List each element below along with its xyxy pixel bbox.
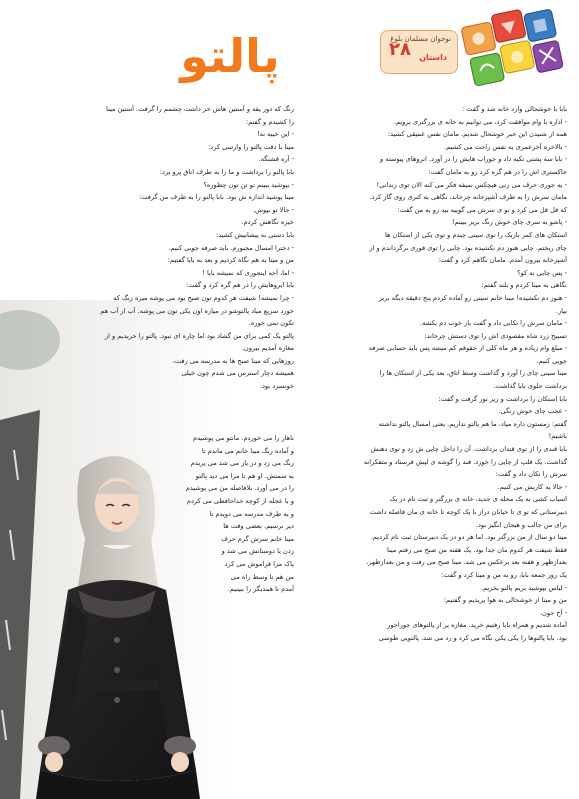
paragraph-line: بابا قندی را از توی قندان برداشت. آن را داخل چایی ش زد و توی دهنش (370, 445, 567, 454)
paragraph-line: برای من جالب و هیجان انگیز بود. (475, 520, 567, 529)
series-label: نوجوان مسلمان بلوغ (390, 35, 451, 43)
paragraph-line: - مبلغ وام زیاده و هر ماه کلی از حقوقم کم میشه پس باید حسابی صرفه (368, 344, 567, 353)
paragraph-line: من هم تا وسط راه می (230, 572, 294, 581)
paragraph-line: - بابا سه پشتی تکیه داد و جوراب هایش را در آورد. انروهای پیوسته و (380, 155, 567, 164)
paragraph-line: مینا خانم سرش گرم حرف (221, 534, 294, 543)
paragraph-line: زدن با دوستانش می شد و (221, 547, 294, 556)
paragraph-line: و به طرف مدرسه می دویدم تا (209, 509, 294, 518)
paragraph-line: پالتو یک کمی برای من گشاد بود اما چاره ای نبود. پالتو را خریدیم و از (104, 331, 294, 340)
paragraph-line: را کشیدم و گفتم: (245, 117, 294, 126)
story-title: پالتو (180, 29, 280, 83)
paragraph-line: - دخترا امسال مجبورم. باید صرفه جویی کنیم. (168, 243, 294, 252)
paragraph-line: - مامان سرش را تکانی داد و گفت باز خوب دم بکشه. (420, 319, 567, 328)
left-text-column-top (70, 103, 294, 393)
paragraph-line: اسباب کشی به یک محله ی جدید، خانه ی بزرگتر و ثبت نام در یک (389, 495, 567, 504)
paragraph-line: بود. بابا پالتوها را یکی یکی نگاه می کرد و رد می شد. پالتویی طوسی (378, 633, 567, 642)
paragraph-line: - آخ جون. (539, 608, 567, 617)
paragraph-line: مغازه آمدیم بیرون. (241, 344, 294, 353)
section-badge (380, 30, 458, 74)
paragraph-line: مینا دو سال از من بزرگتر بود. اما هر دو در یک دبیرستان ثبت نام کردیم. (370, 533, 567, 542)
paragraph-line: پاک مرا فراموش می کرد (224, 559, 294, 568)
issue-number: ۲۸ (389, 39, 411, 60)
paragraph-line: یک روز جمعه بابا، رو به من و مینا کرد و گفت: (441, 570, 567, 579)
paragraph-line: - حالا یه کاریش می کنیم. (497, 482, 567, 491)
paragraph-line: - پاشو یه سری چای خوش رنگ بریز ببینم! (451, 218, 567, 227)
paragraph-line: فقط شیفت هر کدوم مان جدا بود. یک هفته من صبح می رفتم مینا (386, 545, 567, 554)
paragraph-line: و آماده زنگ مینا خانم می ماندم تا (201, 446, 294, 455)
paragraph-line: - بالاخره آخرعمری یه نفس راحت می کشیم. (444, 142, 567, 151)
paragraph-line: بیار. (555, 306, 567, 315)
paragraph-line: خونسرد بود. (259, 382, 294, 391)
paragraph-line: بابا دستی به پیشانیش کشید: (215, 230, 294, 239)
paragraph-line: بابا ابروهایش را در هم گره کرد و گفت: (186, 281, 294, 290)
paragraph-line: - حالا تو بپوش. (252, 205, 294, 214)
paragraph-line: - اداره با وام موافقت کرد، می توانیم به خانه ی بزرگتری برویم. (393, 117, 567, 126)
left-text-column-bottom (148, 432, 294, 596)
paragraph-line: دیر نرسیم. بعضی وقت ها (223, 522, 294, 531)
paragraph-line: - چرا نمیشه! شیفت هر کدوم تون صبح بود می پوشه میره زنگ که (113, 293, 294, 302)
paragraph-line: خاکستری اش را در هم گره کرد رو به مامان گفت: (428, 167, 567, 176)
paragraph-line: مینا سینی چای را آورد و گذاشت وسط اتاق، بعد یکی از استکان ها را (379, 369, 567, 378)
paragraph-line: جویی کنیم. (536, 356, 567, 365)
paragraph-line: آماده شدیم و همراه بابا رفتیم خرید. مغازه پر از پالتوهای جوراجور (387, 621, 567, 630)
paragraph-line: زنگ می زد و در باز می شد می پریدم (190, 459, 294, 468)
paragraph-line: روزهایی که مینا صبح ها به مدرسه می رفت، (172, 356, 294, 365)
paragraph-line: بابا استکان را برداشت و زیر نور گرفت و گفت: (438, 394, 567, 403)
paragraph-line: بابا پالتو را برداشت و ما را به طرف اتاق پرو برد: (159, 167, 294, 176)
paragraph-line: مامان سرش را به طرف آشپزخانه چرخاند، نگاهی به کتری روی گاز کرد. (369, 193, 567, 202)
paragraph-line: آمدم تا همدیگر را ببینیم. (227, 585, 294, 594)
paragraph-line: همیشه دچار استرس می شدم چون خیلی (181, 369, 294, 378)
magazine-logo-icon (456, 4, 566, 90)
paragraph-line: برداشت جلوی بابا گذاشت. (493, 382, 567, 391)
paragraph-line: - عجب چای خوش رنگی. (498, 407, 567, 416)
paragraph-line: - لباس بپوشید بریم پالتو بخریم. (480, 583, 567, 592)
paragraph-line: باشیم! (548, 432, 567, 441)
paragraph-line: چای ریختم. چایی هنوز دم نکشیده بود. چایی را توی قوری برگرداندم و از (369, 243, 567, 252)
page-header (0, 0, 579, 95)
paragraph-line: که قل قل می کرد و تو ی سرش می گوییه بید رو به من گفت: (397, 205, 567, 214)
paragraph-line: - اما، آخه اینجوری که نمیشه بابا ! (202, 268, 294, 277)
right-text-column (303, 103, 567, 645)
paragraph-line: دبیرستانی که تو ی تا خیابان دراز با یک کوچه تا خانه ی مان فاصله داشت (369, 508, 567, 516)
paragraph-line: مینا با دقت پالتو را وارسی کرد: (208, 142, 294, 151)
paragraph-line: بابا با خوشحالی وارد خانه شد و گفت : (461, 105, 567, 113)
paragraph-line: را در می آورد. بلافاصله من می پوشیدم (185, 484, 294, 493)
paragraph-line: نگاهی به مینا کردم و بلند گفتم: (481, 281, 567, 290)
paragraph-line: مینا پوشید اندازه ش بود. بابا پالتو را به طرف من گرفت: (139, 193, 294, 202)
paragraph-line: تکون نمی خوره. (248, 319, 294, 328)
category-label: داستان (419, 53, 447, 62)
paragraph-line: گذاشت. یک قلپ از چایی را خورد. قند را گوشه ی لپش فرستاد و متفکرانه (363, 457, 567, 466)
paragraph-line: - هنوز دم نکشیده! مینا خانم سینی رو آماده کردم پنج دقیقه دیگه بریز (378, 293, 567, 302)
paragraph-line: خیره نگاهش کردم. (241, 218, 294, 227)
paragraph-line: من و مینا به هم نگاه کردیم و بعد به بابا گفتیم: (167, 256, 294, 265)
paragraph-line: - بپوشید ببینم تو تن تون چطوره؟ (203, 180, 294, 189)
paragraph-line: - پس چایی نه کو؟ (517, 268, 567, 277)
paragraph-line: من و مینا از خوشحالی به هوا پریدیم و گفتیم: (443, 596, 567, 605)
paragraph-line: و با عجله از کوچه خداحافظی می کردم (186, 496, 294, 505)
paragraph-line: تسبیح زرد شاه مقصودی اش را توی دستش چرخاند: (424, 331, 567, 340)
paragraph-line: گفتم: زمستون داره میاد، ما هم پالتو نداریم. یعنی امسال پالتو نداشته (378, 419, 567, 428)
paragraph-line: سرش را تکان داد و گفت: (495, 470, 567, 479)
paragraph-line: - آره قشنگه. (258, 155, 294, 164)
paragraph-line: استکان های کمر باریک را توی سینی چیدم و توی یکی از استکان ها (384, 230, 567, 239)
paragraph-line: - این خیبه نه! (257, 130, 294, 139)
paragraph-line: آشپزخانه بیرون آمدم. مامان نگاهم کرد و گفت: (438, 256, 567, 265)
paragraph-line: ناهار را می خوردم. مانتو می پوشیدم (192, 434, 294, 442)
paragraph-line: به سمتش. او هم تا مرا می دید پالتو (195, 471, 294, 480)
paragraph-line: رنگ که دور یقه و آستین هاش خز داشت چشمم را گرفت. آستین مینا (106, 105, 294, 113)
paragraph-line: خورد سریع میاد پالتوشو در میاره اون یکی تون می پوشه. آب از آب هم (100, 306, 294, 315)
paragraph-line: همه از شنیدن این خبر خوشحال شدیم. مامان نفس عمیقی کشید: (387, 130, 567, 139)
paragraph-line: - یه جوری حرف می زنی هیچکس نمیفه فکر می کنه الان توی زندانی! (376, 180, 567, 189)
paragraph-line: بعدازظهر و هفته بعد برعکس می شد. مینا صبح می رفت و من بعدازظهر. (366, 558, 567, 567)
